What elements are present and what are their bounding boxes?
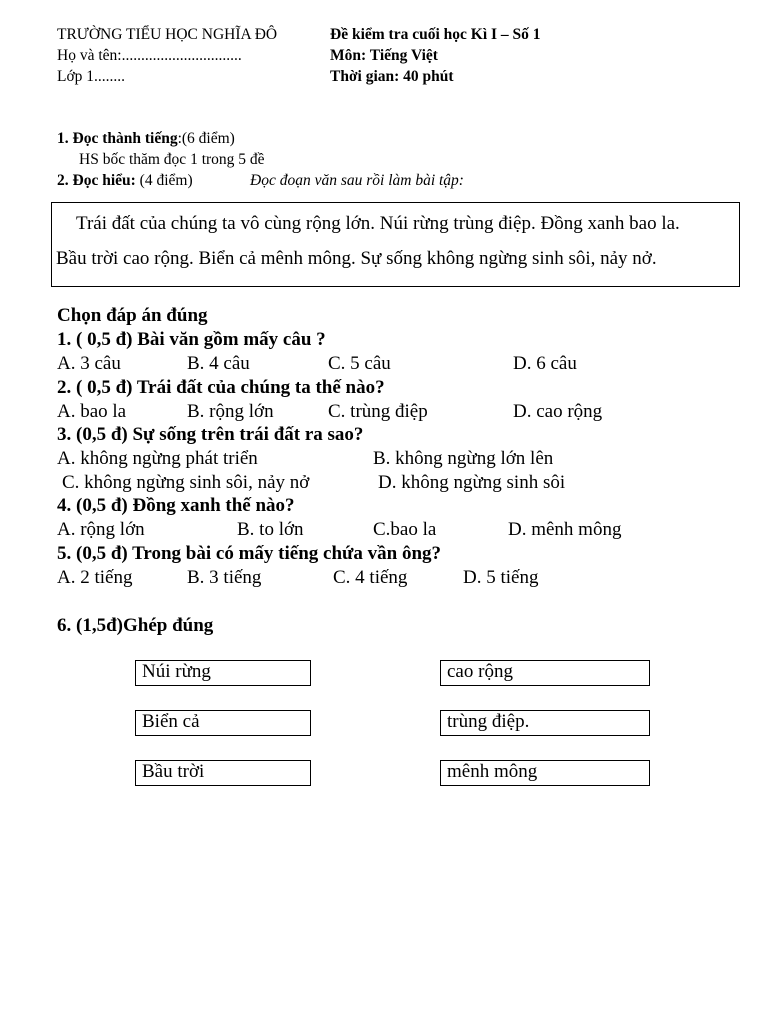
- q4-option-b: B. to lớn: [237, 519, 304, 540]
- matching-heading: 6. (1,5đ)Ghép đúng: [57, 615, 214, 636]
- student-name-line: Họ và tên:...............................: [57, 47, 242, 64]
- q4-option-a: A. rộng lớn: [57, 519, 145, 540]
- q3-option-c: C. không ngừng sinh sôi, nảy nở: [62, 472, 310, 493]
- q3-option-b: B. không ngừng lớn lên: [373, 448, 554, 469]
- q1-option-d: D. 6 câu: [513, 353, 577, 374]
- match-right-item: trùng điệp.: [440, 710, 650, 736]
- section-2-instruction: Đọc đoạn văn sau rồi làm bài tập:: [250, 172, 464, 189]
- section-comprehension: [57, 170, 193, 191]
- q5-option-b: B. 3 tiếng: [187, 567, 262, 588]
- q2-option-b: B. rộng lớn: [187, 401, 274, 422]
- q3-option-a: A. không ngừng phát triển: [57, 448, 258, 469]
- q3-option-d: D. không ngừng sinh sôi: [378, 472, 566, 493]
- section-reading-aloud: [57, 128, 235, 149]
- match-left-item: Bầu trời: [135, 760, 311, 786]
- q5-option-d: D. 5 tiếng: [463, 567, 539, 588]
- reading-passage-box: [51, 202, 740, 287]
- passage-line-2: Bầu trời cao rộng. Biển cả mênh mông. Sự sống không ngừng sinh sôi, nảy nở.: [56, 248, 657, 269]
- question-4: 4. (0,5 đ) Đồng xanh thế nào?: [57, 495, 295, 516]
- choose-answer-heading: Chọn đáp án đúng: [57, 305, 208, 326]
- school-name: TRƯỜNG TIỂU HỌC NGHĨA ĐÔ: [57, 26, 278, 43]
- match-right-item: mênh mông: [440, 760, 650, 786]
- q4-option-c: C.bao la: [373, 519, 437, 540]
- q2-option-a: A. bao la: [57, 401, 127, 422]
- q5-option-a: A. 2 tiếng: [57, 567, 133, 588]
- q1-option-b: B. 4 câu: [187, 353, 250, 374]
- q1-option-a: A. 3 câu: [57, 353, 121, 374]
- exam-subject: Môn: Tiếng Việt: [330, 47, 438, 64]
- question-3: 3. (0,5 đ) Sự sống trên trái đất ra sao?: [57, 424, 364, 445]
- match-right-item: cao rộng: [440, 660, 650, 686]
- q2-option-d: D. cao rộng: [513, 401, 603, 422]
- q1-option-c: C. 5 câu: [328, 353, 391, 374]
- exam-time: Thời gian: 40 phút: [330, 68, 454, 85]
- section-1-points: :(6 điểm): [177, 130, 235, 147]
- q5-option-c: C. 4 tiếng: [333, 567, 408, 588]
- match-left-item: Biển cả: [135, 710, 311, 736]
- section-1-instruction: HS bốc thăm đọc 1 trong 5 đề: [79, 151, 265, 168]
- class-line: Lớp 1........: [57, 68, 126, 85]
- question-1: 1. ( 0,5 đ) Bài văn gồm mấy câu ?: [57, 329, 326, 350]
- q2-option-c: C. trùng điệp: [328, 401, 428, 422]
- match-left-item: Núi rừng: [135, 660, 311, 686]
- question-2: 2. ( 0,5 đ) Trái đất của chúng ta thế nào?: [57, 377, 385, 398]
- passage-line-1: Trái đất của chúng ta vô cùng rộng lớn. Núi rừng trùng điệp. Đồng xanh bao la.: [76, 213, 680, 234]
- section-2-points: (4 điểm): [135, 172, 193, 189]
- exam-title: Đề kiểm tra cuối học Kì I – Số 1: [330, 26, 541, 43]
- section-1-label: 1. Đọc thành tiếng: [57, 130, 178, 147]
- question-5: 5. (0,5 đ) Trong bài có mấy tiếng chứa vần ông?: [57, 543, 442, 564]
- section-2-label: 2. Đọc hiểu:: [57, 172, 136, 189]
- q4-option-d: D. mênh mông: [508, 519, 622, 540]
